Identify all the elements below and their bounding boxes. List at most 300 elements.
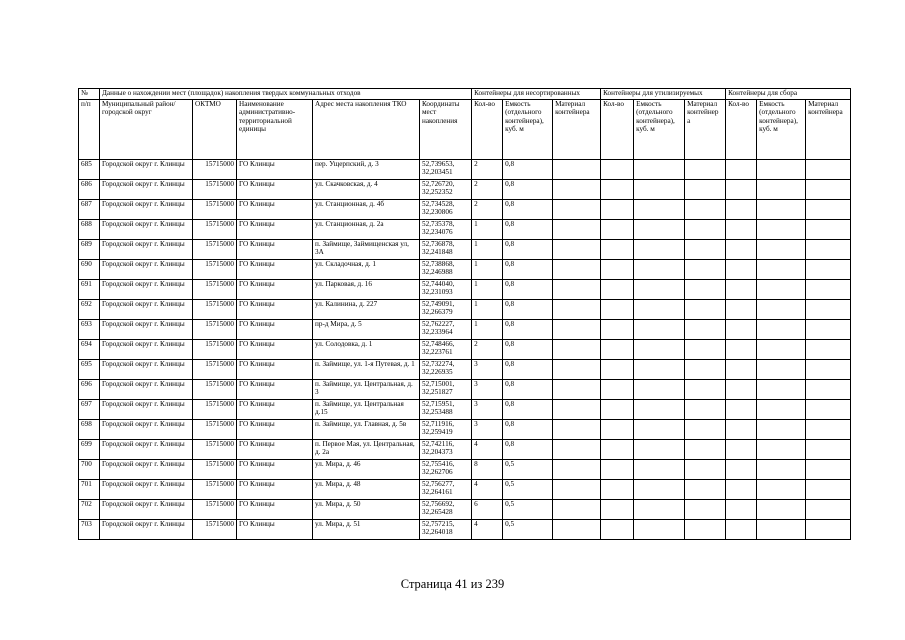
row-oktmo: 15715000	[193, 280, 237, 300]
row-oktmo: 15715000	[193, 340, 237, 360]
row-collect-material	[806, 200, 851, 220]
row-address: ул. Мира, д. 51	[313, 520, 420, 540]
row-unsorted-count: 2	[472, 200, 503, 220]
row-coords: 52,748466, 32,223761	[420, 340, 472, 360]
row-district: Городской округ г. Клинцы	[100, 180, 193, 200]
row-collect-count	[726, 520, 757, 540]
row-collect-count	[726, 200, 757, 220]
row-district: Городской округ г. Клинцы	[100, 300, 193, 320]
row-address: пр-д Мира, д. 5	[313, 320, 420, 340]
row-recyclable-count	[601, 320, 634, 340]
row-address: ул. Станционная, д. 2а	[313, 220, 420, 240]
row-recyclable-material	[685, 480, 726, 500]
row-address: пер. Ущерпский, д. 3	[313, 160, 420, 180]
row-admin-unit: ГО Клинцы	[237, 340, 313, 360]
row-unsorted-count: 1	[472, 280, 503, 300]
row-recyclable-count	[601, 260, 634, 280]
header-collect-material: Материал контейнера	[806, 100, 851, 160]
row-district: Городской округ г. Клинцы	[100, 240, 193, 260]
row-coords: 52,735378, 32,234076	[420, 220, 472, 240]
row-collect-count	[726, 240, 757, 260]
row-district: Городской округ г. Клинцы	[100, 260, 193, 280]
table-row	[79, 400, 851, 420]
row-address: п. Займище, ул. Главная, д. 5в	[313, 420, 420, 440]
row-collect-volume	[757, 320, 806, 340]
table-row	[79, 340, 851, 360]
row-collect-material	[806, 380, 851, 400]
row-collect-count	[726, 400, 757, 420]
row-district: Городской округ г. Клинцы	[100, 160, 193, 180]
row-number: 696	[79, 380, 100, 400]
row-collect-count	[726, 300, 757, 320]
row-recyclable-count	[601, 420, 634, 440]
header-row-columns	[79, 100, 851, 160]
table-row	[79, 420, 851, 440]
row-collect-material	[806, 240, 851, 260]
row-recyclable-material	[685, 200, 726, 220]
row-unsorted-count: 3	[472, 400, 503, 420]
row-collect-material	[806, 420, 851, 440]
row-oktmo: 15715000	[193, 240, 237, 260]
header-address: Адрес места накопления ТКО	[313, 100, 420, 160]
row-unsorted-material	[553, 300, 601, 320]
row-admin-unit: ГО Клинцы	[237, 160, 313, 180]
row-collect-volume	[757, 420, 806, 440]
row-collect-count	[726, 460, 757, 480]
row-number: 692	[79, 300, 100, 320]
row-collect-volume	[757, 180, 806, 200]
row-unsorted-material	[553, 360, 601, 380]
row-district: Городской округ г. Клинцы	[100, 480, 193, 500]
row-oktmo: 15715000	[193, 220, 237, 240]
row-collect-volume	[757, 280, 806, 300]
row-admin-unit: ГО Клинцы	[237, 300, 313, 320]
row-recyclable-material	[685, 500, 726, 520]
row-unsorted-count: 3	[472, 360, 503, 380]
row-oktmo: 15715000	[193, 420, 237, 440]
row-collect-count	[726, 160, 757, 180]
row-district: Городской округ г. Клинцы	[100, 280, 193, 300]
row-collect-material	[806, 460, 851, 480]
row-oktmo: 15715000	[193, 300, 237, 320]
row-unsorted-volume: 0,5	[503, 520, 553, 540]
row-number: 689	[79, 240, 100, 260]
row-recyclable-count	[601, 300, 634, 320]
row-admin-unit: ГО Клинцы	[237, 360, 313, 380]
row-coords: 52,762227, 32,233964	[420, 320, 472, 340]
header-no: №	[79, 89, 100, 100]
row-collect-volume	[757, 220, 806, 240]
row-number: 694	[79, 340, 100, 360]
row-unsorted-count: 8	[472, 460, 503, 480]
row-recyclable-volume	[634, 520, 685, 540]
row-unsorted-volume: 0,8	[503, 380, 553, 400]
table-row	[79, 180, 851, 200]
row-address: ул. Скачковская, д. 4	[313, 180, 420, 200]
row-unsorted-volume: 0,8	[503, 300, 553, 320]
row-recyclable-count	[601, 520, 634, 540]
row-address: п. Займище, Займищенская ул, 3А	[313, 240, 420, 260]
row-unsorted-material	[553, 200, 601, 220]
table-row	[79, 320, 851, 340]
row-address: ул. Парковая, д. 16	[313, 280, 420, 300]
row-number: 698	[79, 420, 100, 440]
row-unsorted-material	[553, 220, 601, 240]
row-recyclable-material	[685, 160, 726, 180]
header-collect-volume: Емкость (отдельного контейнера), куб. м	[757, 100, 806, 160]
row-coords: 52,749091, 32,266379	[420, 300, 472, 320]
row-collect-volume	[757, 380, 806, 400]
row-collect-volume	[757, 160, 806, 180]
row-recyclable-volume	[634, 480, 685, 500]
header-group-recyclable: Контейнеры для утилизируемых	[601, 89, 726, 100]
table-row	[79, 240, 851, 260]
row-recyclable-count	[601, 160, 634, 180]
row-number: 690	[79, 260, 100, 280]
row-unsorted-count: 1	[472, 240, 503, 260]
row-coords: 52,738868, 32,246988	[420, 260, 472, 280]
row-collect-count	[726, 480, 757, 500]
row-recyclable-material	[685, 520, 726, 540]
header-unsorted-count: Кол-во	[472, 100, 503, 160]
row-collect-volume	[757, 520, 806, 540]
row-oktmo: 15715000	[193, 440, 237, 460]
row-number: 699	[79, 440, 100, 460]
row-collect-material	[806, 480, 851, 500]
row-unsorted-material	[553, 380, 601, 400]
row-address: ул. Станционная, д. 4б	[313, 200, 420, 220]
row-unsorted-count: 1	[472, 300, 503, 320]
row-unsorted-material	[553, 260, 601, 280]
row-admin-unit: ГО Клинцы	[237, 440, 313, 460]
row-recyclable-count	[601, 460, 634, 480]
row-oktmo: 15715000	[193, 260, 237, 280]
row-number: 701	[79, 480, 100, 500]
row-address: ул. Мира, д. 46	[313, 460, 420, 480]
row-recyclable-volume	[634, 220, 685, 240]
row-coords: 52,726720, 32,252352	[420, 180, 472, 200]
row-unsorted-volume: 0,8	[503, 420, 553, 440]
row-unsorted-count: 1	[472, 320, 503, 340]
row-oktmo: 15715000	[193, 320, 237, 340]
row-recyclable-count	[601, 340, 634, 360]
row-number: 700	[79, 460, 100, 480]
table-row	[79, 220, 851, 240]
header-admin-unit: Наименование административно-территориальной единицы	[237, 100, 313, 160]
row-recyclable-volume	[634, 160, 685, 180]
table-row	[79, 460, 851, 480]
row-address: п. Займище, ул. Центральная, д. 3	[313, 380, 420, 400]
row-admin-unit: ГО Клинцы	[237, 280, 313, 300]
header-recyclable-material: Материал контейнер а	[685, 100, 726, 160]
row-recyclable-material	[685, 220, 726, 240]
table-row	[79, 260, 851, 280]
row-collect-volume	[757, 340, 806, 360]
row-recyclable-volume	[634, 320, 685, 340]
row-district: Городской округ г. Клинцы	[100, 460, 193, 480]
row-recyclable-volume	[634, 340, 685, 360]
row-unsorted-volume: 0,8	[503, 200, 553, 220]
row-number: 702	[79, 500, 100, 520]
row-coords: 52,744040, 32,231093	[420, 280, 472, 300]
row-address: п. Займище, ул. 1-я Путевая, д. 1	[313, 360, 420, 380]
table-row	[79, 380, 851, 400]
row-unsorted-volume: 0,8	[503, 440, 553, 460]
registry-table	[78, 88, 851, 540]
row-admin-unit: ГО Клинцы	[237, 200, 313, 220]
row-collect-volume	[757, 480, 806, 500]
row-recyclable-volume	[634, 460, 685, 480]
row-number: 695	[79, 360, 100, 380]
row-oktmo: 15715000	[193, 500, 237, 520]
row-collect-volume	[757, 360, 806, 380]
row-oktmo: 15715000	[193, 180, 237, 200]
row-unsorted-volume: 0,8	[503, 340, 553, 360]
row-recyclable-count	[601, 240, 634, 260]
table-row	[79, 480, 851, 500]
row-collect-count	[726, 440, 757, 460]
row-number: 691	[79, 280, 100, 300]
row-collect-material	[806, 340, 851, 360]
header-unsorted-material: Материал контейнера	[553, 100, 601, 160]
table-row	[79, 200, 851, 220]
row-district: Городской округ г. Клинцы	[100, 420, 193, 440]
row-oktmo: 15715000	[193, 200, 237, 220]
row-collect-volume	[757, 260, 806, 280]
row-number: 687	[79, 200, 100, 220]
row-collect-count	[726, 500, 757, 520]
row-district: Городской округ г. Клинцы	[100, 360, 193, 380]
row-district: Городской округ г. Клинцы	[100, 220, 193, 240]
row-recyclable-material	[685, 380, 726, 400]
row-recyclable-count	[601, 200, 634, 220]
row-recyclable-volume	[634, 280, 685, 300]
row-collect-material	[806, 400, 851, 420]
row-admin-unit: ГО Клинцы	[237, 520, 313, 540]
row-recyclable-material	[685, 240, 726, 260]
row-address: ул. Складочная, д. 1	[313, 260, 420, 280]
row-coords: 52,715951, 32,253488	[420, 400, 472, 420]
row-recyclable-material	[685, 280, 726, 300]
row-admin-unit: ГО Клинцы	[237, 180, 313, 200]
row-oktmo: 15715000	[193, 520, 237, 540]
header-oktmo: ОКТМО	[193, 100, 237, 160]
row-district: Городской округ г. Клинцы	[100, 440, 193, 460]
row-admin-unit: ГО Клинцы	[237, 500, 313, 520]
row-recyclable-count	[601, 280, 634, 300]
row-recyclable-material	[685, 320, 726, 340]
row-recyclable-count	[601, 400, 634, 420]
row-collect-volume	[757, 200, 806, 220]
row-unsorted-volume: 0,5	[503, 500, 553, 520]
row-district: Городской округ г. Клинцы	[100, 340, 193, 360]
registry-sheet	[78, 88, 851, 540]
row-collect-material	[806, 520, 851, 540]
row-collect-material	[806, 180, 851, 200]
row-unsorted-volume: 0,5	[503, 460, 553, 480]
row-recyclable-volume	[634, 380, 685, 400]
row-recyclable-material	[685, 300, 726, 320]
row-unsorted-material	[553, 400, 601, 420]
row-admin-unit: ГО Клинцы	[237, 480, 313, 500]
row-collect-count	[726, 320, 757, 340]
table-row	[79, 160, 851, 180]
row-collect-count	[726, 340, 757, 360]
row-collect-material	[806, 260, 851, 280]
row-collect-count	[726, 360, 757, 380]
row-oktmo: 15715000	[193, 360, 237, 380]
row-unsorted-volume: 0,8	[503, 180, 553, 200]
row-coords: 52,755416, 32,262706	[420, 460, 472, 480]
row-unsorted-count: 1	[472, 260, 503, 280]
row-unsorted-material	[553, 440, 601, 460]
row-collect-volume	[757, 300, 806, 320]
header-collect-count: Кол-во	[726, 100, 757, 160]
row-address: ул. Мира, д. 48	[313, 480, 420, 500]
row-collect-material	[806, 360, 851, 380]
row-collect-count	[726, 260, 757, 280]
row-number: 703	[79, 520, 100, 540]
row-recyclable-count	[601, 440, 634, 460]
row-coords: 52,736878, 32,241848	[420, 240, 472, 260]
row-collect-volume	[757, 400, 806, 420]
row-admin-unit: ГО Клинцы	[237, 460, 313, 480]
row-collect-material	[806, 280, 851, 300]
row-collect-count	[726, 220, 757, 240]
row-unsorted-material	[553, 480, 601, 500]
row-address: п. Займище, ул. Центральная д.15	[313, 400, 420, 420]
table-row	[79, 360, 851, 380]
row-unsorted-volume: 0,8	[503, 280, 553, 300]
row-recyclable-material	[685, 180, 726, 200]
row-unsorted-material	[553, 500, 601, 520]
row-collect-count	[726, 280, 757, 300]
row-unsorted-count: 6	[472, 500, 503, 520]
row-oktmo: 15715000	[193, 460, 237, 480]
table-row	[79, 280, 851, 300]
row-recyclable-material	[685, 440, 726, 460]
row-recyclable-count	[601, 480, 634, 500]
header-recyclable-volume: Емкость (отдельного контейнера), куб. м	[634, 100, 685, 160]
row-recyclable-count	[601, 220, 634, 240]
row-district: Городской округ г. Клинцы	[100, 500, 193, 520]
row-unsorted-count: 4	[472, 480, 503, 500]
row-coords: 52,756277, 32,264161	[420, 480, 472, 500]
row-admin-unit: ГО Клинцы	[237, 260, 313, 280]
row-number: 688	[79, 220, 100, 240]
row-unsorted-material	[553, 160, 601, 180]
row-collect-material	[806, 500, 851, 520]
row-address: ул. Мира, д. 50	[313, 500, 420, 520]
row-unsorted-material	[553, 520, 601, 540]
row-recyclable-material	[685, 420, 726, 440]
row-unsorted-volume: 0,8	[503, 160, 553, 180]
row-recyclable-material	[685, 340, 726, 360]
row-recyclable-volume	[634, 400, 685, 420]
row-unsorted-volume: 0,8	[503, 240, 553, 260]
row-admin-unit: ГО Клинцы	[237, 240, 313, 260]
row-unsorted-count: 1	[472, 220, 503, 240]
header-pp: п/п	[79, 100, 100, 160]
row-collect-volume	[757, 460, 806, 480]
row-unsorted-count: 2	[472, 180, 503, 200]
row-unsorted-count: 2	[472, 160, 503, 180]
table-row	[79, 300, 851, 320]
row-unsorted-material	[553, 280, 601, 300]
row-admin-unit: ГО Клинцы	[237, 400, 313, 420]
row-address: ул. Калинина, д. 227	[313, 300, 420, 320]
row-recyclable-material	[685, 460, 726, 480]
row-recyclable-volume	[634, 260, 685, 280]
row-coords: 52,757215, 32,264018	[420, 520, 472, 540]
row-admin-unit: ГО Клинцы	[237, 220, 313, 240]
row-unsorted-material	[553, 460, 601, 480]
row-coords: 52,734528, 32,230806	[420, 200, 472, 220]
row-admin-unit: ГО Клинцы	[237, 420, 313, 440]
header-district: Муниципальный район/городской округ	[100, 100, 193, 160]
row-collect-material	[806, 320, 851, 340]
header-group-collect: Контейнеры для сбора	[726, 89, 851, 100]
row-number: 686	[79, 180, 100, 200]
row-unsorted-volume: 0,8	[503, 400, 553, 420]
row-coords: 52,711916, 32,259419	[420, 420, 472, 440]
row-unsorted-count: 3	[472, 380, 503, 400]
row-collect-volume	[757, 440, 806, 460]
header-unsorted-volume: Емкость (отдельного контейнера), куб. м	[503, 100, 553, 160]
row-coords: 52,739653, 32,203451	[420, 160, 472, 180]
row-recyclable-volume	[634, 240, 685, 260]
table-row	[79, 440, 851, 460]
row-address: ул. Солодовка, д. 1	[313, 340, 420, 360]
row-collect-count	[726, 420, 757, 440]
row-recyclable-material	[685, 400, 726, 420]
row-district: Городской округ г. Клинцы	[100, 520, 193, 540]
row-coords: 52,756692, 32,265428	[420, 500, 472, 520]
row-unsorted-material	[553, 320, 601, 340]
row-unsorted-count: 4	[472, 440, 503, 460]
row-address: п. Первое Мая, ул. Центральная, д. 2а	[313, 440, 420, 460]
row-coords: 52,715001, 32,251827	[420, 380, 472, 400]
row-unsorted-material	[553, 420, 601, 440]
header-group-places: Данные о нахождении мест (площадок) накопления твердых коммунальных отходов	[100, 89, 472, 100]
row-recyclable-count	[601, 180, 634, 200]
row-unsorted-material	[553, 240, 601, 260]
header-recyclable-count: Кол-во	[601, 100, 634, 160]
row-recyclable-volume	[634, 440, 685, 460]
row-collect-material	[806, 300, 851, 320]
row-number: 693	[79, 320, 100, 340]
row-collect-count	[726, 180, 757, 200]
row-recyclable-count	[601, 500, 634, 520]
row-district: Городской округ г. Клинцы	[100, 380, 193, 400]
row-unsorted-volume: 0,8	[503, 220, 553, 240]
row-recyclable-volume	[634, 200, 685, 220]
row-recyclable-count	[601, 360, 634, 380]
row-collect-count	[726, 380, 757, 400]
row-unsorted-count: 3	[472, 420, 503, 440]
row-recyclable-volume	[634, 500, 685, 520]
page-number: Страница 41 из 239	[400, 577, 505, 591]
row-collect-volume	[757, 240, 806, 260]
row-coords: 52,742116, 32,204373	[420, 440, 472, 460]
row-oktmo: 15715000	[193, 380, 237, 400]
row-recyclable-volume	[634, 300, 685, 320]
header-row-groups	[79, 89, 851, 100]
row-unsorted-volume: 0,5	[503, 480, 553, 500]
row-admin-unit: ГО Клинцы	[237, 320, 313, 340]
row-oktmo: 15715000	[193, 400, 237, 420]
row-collect-volume	[757, 500, 806, 520]
